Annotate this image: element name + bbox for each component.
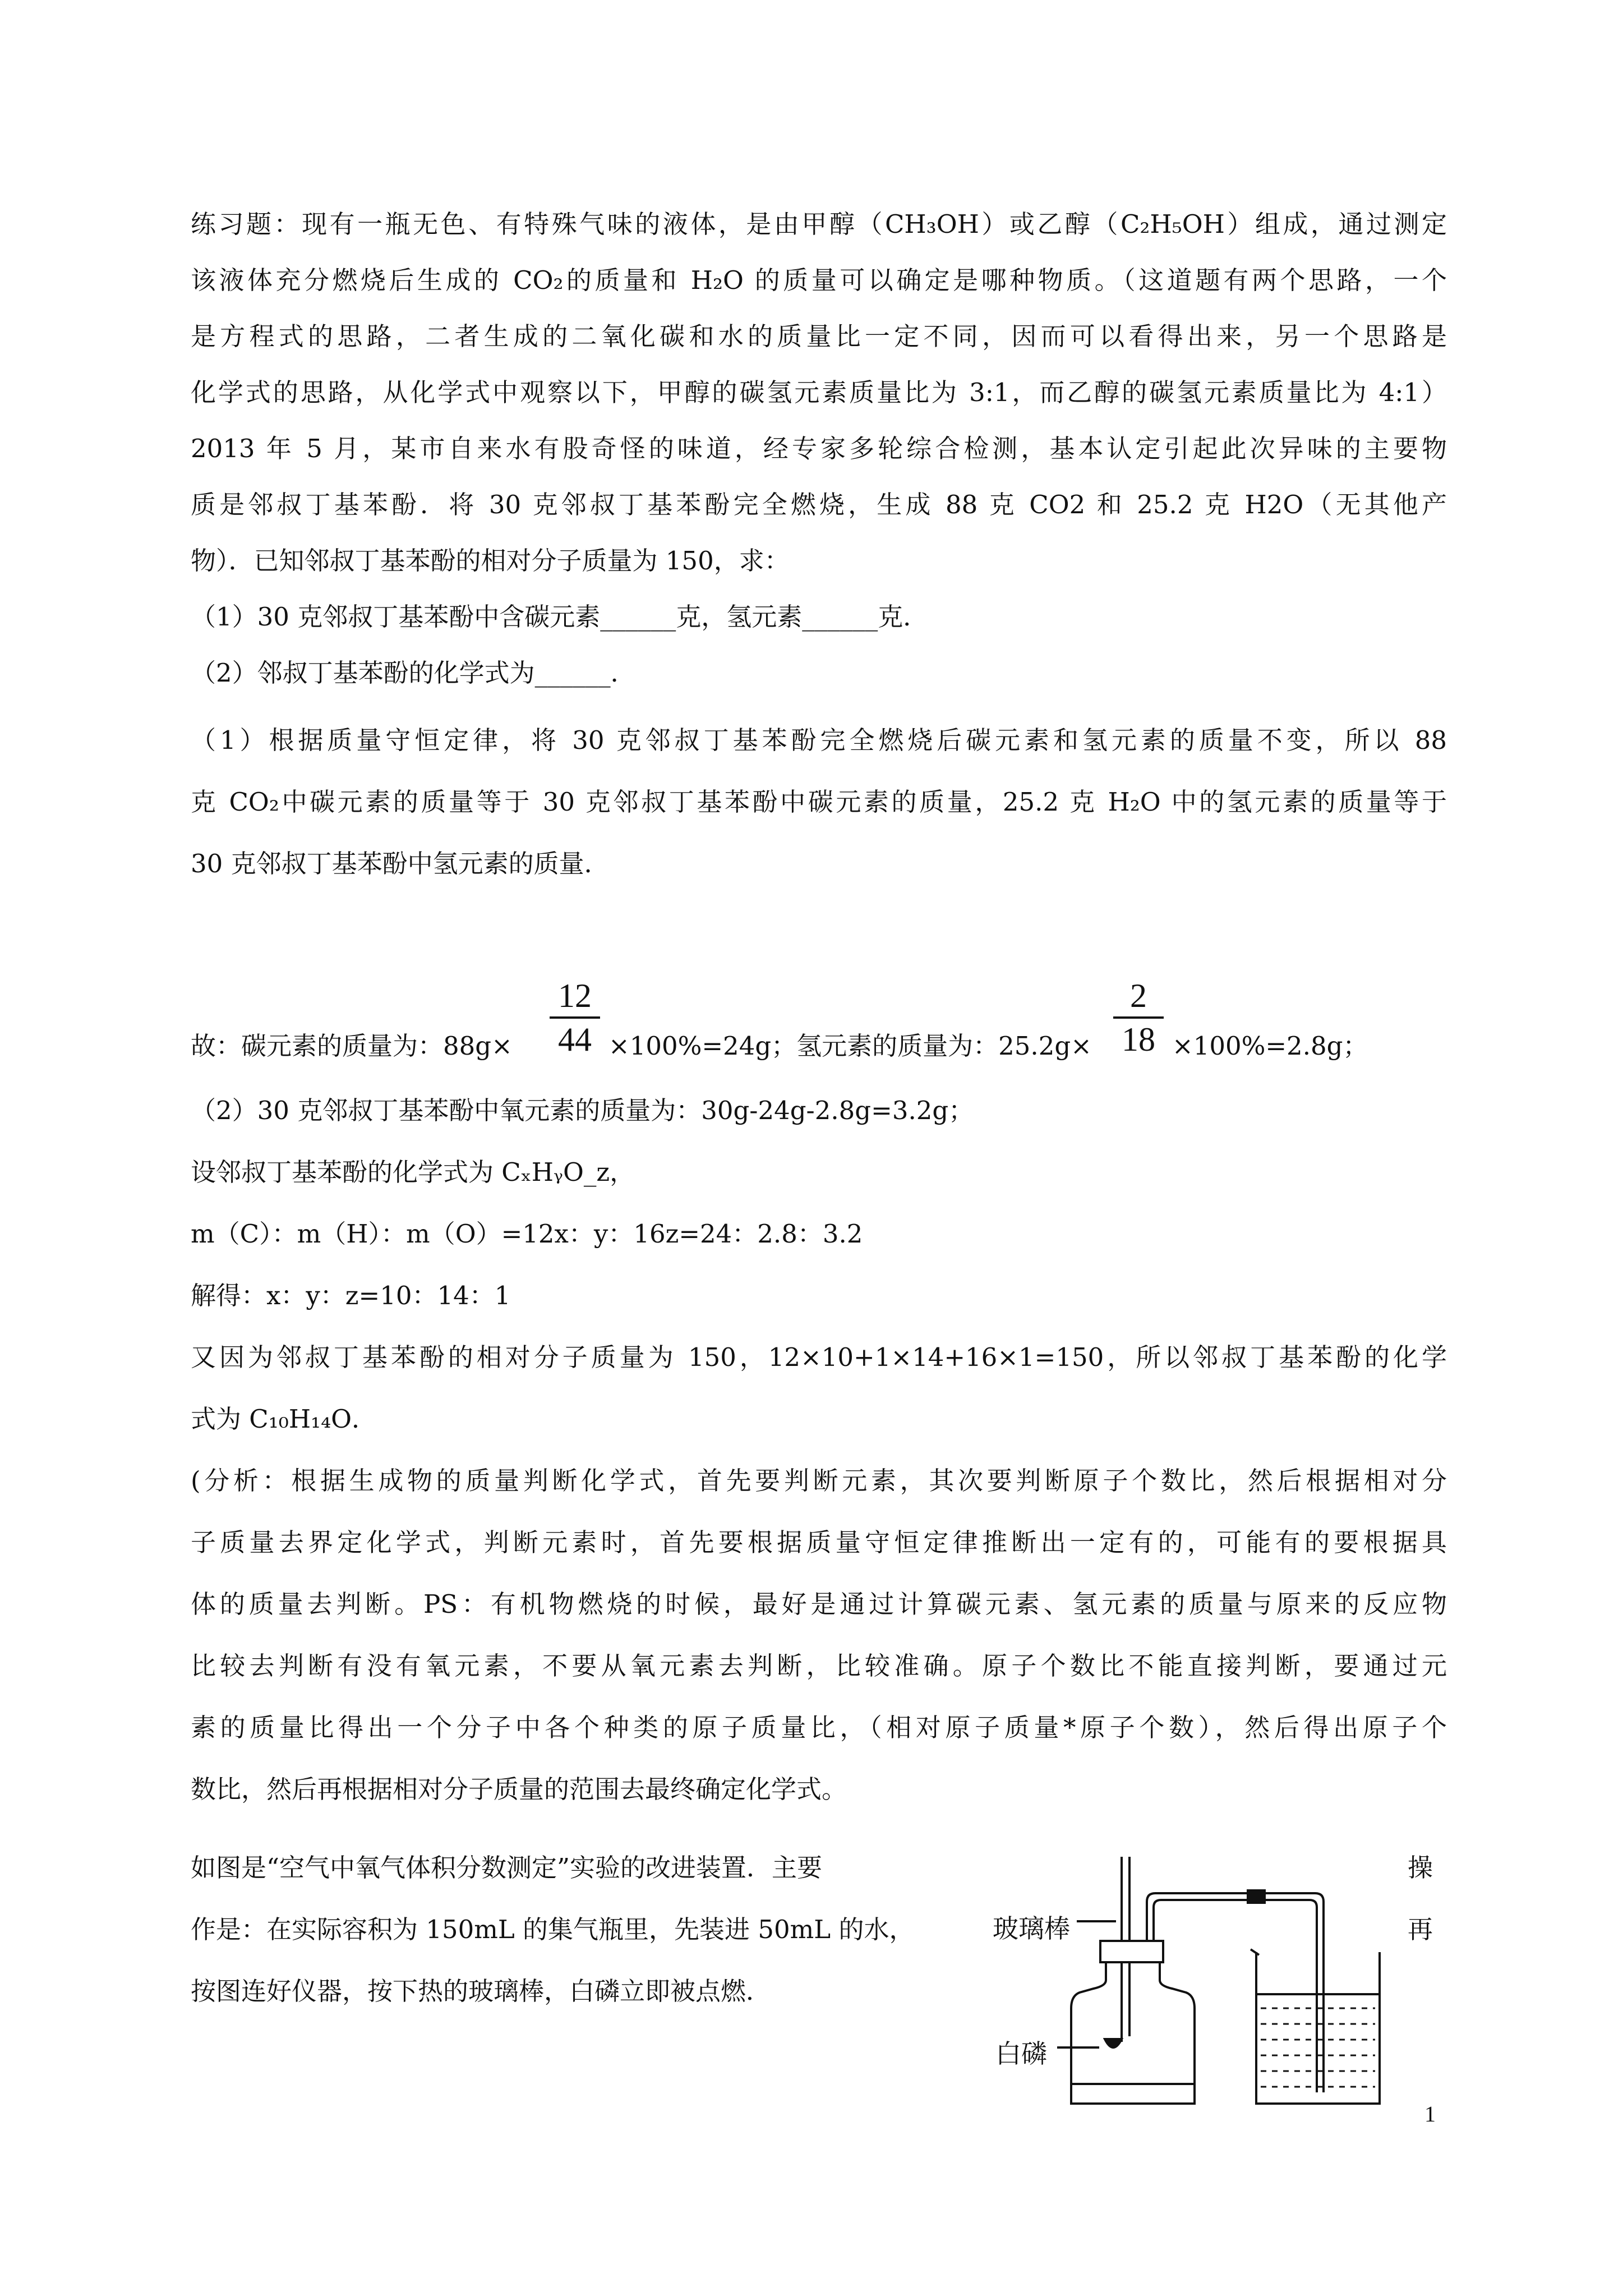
text-line: 式为 C₁₀H₁₄O．: [191, 1404, 377, 1434]
text-line: 又因为邻叔丁基苯酚的相对分子质量为 150，12×10+1×14+16×1=150，所以邻叔丁基苯酚的化学: [191, 1342, 1447, 1372]
text-line: 2013 年 5 月，某市自来水有股奇怪的味道，经专家多轮综合检测，基本认定引起此次异味的主要物: [191, 434, 1447, 463]
fraction-denominator: 18: [1122, 1021, 1155, 1058]
question-2: （2）邻叔丁基苯酚的化学式为______．: [191, 658, 636, 688]
fraction-12-44: [550, 976, 600, 1059]
fraction-2-18: [1113, 976, 1164, 1059]
fraction-denominator: 44: [558, 1021, 592, 1058]
text-line: （2）30 克邻叔丁基苯酚中氧元素的质量为：30g-24g-2.8g=3.2g；: [191, 1096, 974, 1125]
text-line: m（C）：m（H）：m（O）=12x：y：16z=24：2.8：3.2: [191, 1219, 863, 1249]
text-line: 设邻叔丁基苯酚的化学式为 CₓHᵧO_z，: [191, 1157, 635, 1187]
text-line: 物）．已知邻叔丁基苯酚的相对分子质量为 150，求：: [191, 546, 790, 576]
fraction-bar: [550, 1016, 600, 1019]
page-number: 1: [1424, 2101, 1436, 2127]
question-1: （1）30 克邻叔丁基苯酚中含碳元素______克，氢元素______克．: [191, 602, 929, 632]
text-line: 该液体充分燃烧后生成的 CO₂的质量和 H₂O 的质量可以确定是哪种物质。（这道题有两个思路，一个: [191, 265, 1447, 295]
text-line: 体的质量去判断。PS：有机物燃烧的时候，最好是通过计算碳元素、氢元素的质量与原来的反应物: [191, 1589, 1447, 1619]
text-line: 练习题：现有一瓶无色、有特殊气味的液体，是由甲醇（CH₃OH）或乙醇（C₂H₅OH）组成，通过测定: [191, 209, 1447, 239]
text-line: 如图是“空气中氧气体积分数测定”实验的改进装置．主要: [191, 1853, 823, 1883]
figure-label-white-phosphorus: 白磷: [995, 2039, 1047, 2069]
text-line: 子质量去界定化学式，判断元素时，首先要根据质量守恒定律推断出一定有的，可能有的要根据具: [191, 1527, 1447, 1557]
formula-text: ×100%=24g；氢元素的质量为：25.2g×: [608, 1031, 1092, 1061]
text-line: 比较去判断有没有氧元素，不要从氧元素去判断，比较准确。原子个数比不能直接判断，要通过元: [191, 1651, 1447, 1681]
text-line: 数比，然后再根据相对分子质量的范围去最终确定化学式。: [191, 1774, 847, 1804]
apparatus-figure: [953, 1846, 1402, 2109]
apparatus-diagram: [953, 1846, 1402, 2109]
fraction-numerator: 12: [558, 977, 592, 1014]
text-line: 作是：在实际容积为 150mL 的集气瓶里，先装进 50mL 的水，: [191, 1915, 915, 1944]
text-line: 30 克邻叔丁基苯酚中氢元素的质量．: [191, 849, 610, 878]
figure-label-glass-rod: 玻璃棒: [993, 1913, 1070, 1944]
formula-text: 故：碳元素的质量为：88g×: [191, 1031, 513, 1061]
text-line: 质是邻叔丁基苯酚．将 30 克邻叔丁基苯酚完全燃烧，生成 88 克 CO2 和 25.2 克 H2O（无其他产: [191, 490, 1447, 519]
text-line: 解得：x：y：z=10：14：1: [191, 1281, 511, 1310]
text-line: 再: [1408, 1915, 1433, 1944]
text-line: 素的质量比得出一个分子中各个种类的原子质量比，（相对原子质量*原子个数），然后得出原子个: [191, 1713, 1447, 1742]
text-line: 按图连好仪器，按下热的玻璃棒，白磷立即被点燃．: [191, 1976, 772, 2006]
text-line: 化学式的思路，从化学式中观察以下，甲醇的碳氢元素质量比为 3:1，而乙醇的碳氢元素质量比为 4:1）: [191, 378, 1447, 407]
fraction-bar: [1113, 1016, 1164, 1019]
text-line: 克 CO₂中碳元素的质量等于 30 克邻叔丁基苯酚中碳元素的质量，25.2 克 H₂O 中的氢元素的质量等于: [191, 787, 1447, 817]
fraction-numerator: 2: [1130, 977, 1147, 1014]
formula-line: [191, 976, 1481, 1099]
text-line: 操: [1408, 1853, 1433, 1883]
text-line: 是方程式的思路，二者生成的二氧化碳和水的质量比一定不同，因而可以看得出来，另一个思路是: [191, 321, 1447, 351]
text-line: (分析：根据生成物的质量判断化学式，首先要判断元素，其次要判断原子个数比，然后根据相对分: [191, 1466, 1447, 1496]
text-line: （1）根据质量守恒定律，将 30 克邻叔丁基苯酚完全燃烧后碳元素和氢元素的质量不变，所以 88: [191, 725, 1447, 755]
formula-text: ×100%=2.8g；: [1172, 1031, 1368, 1061]
